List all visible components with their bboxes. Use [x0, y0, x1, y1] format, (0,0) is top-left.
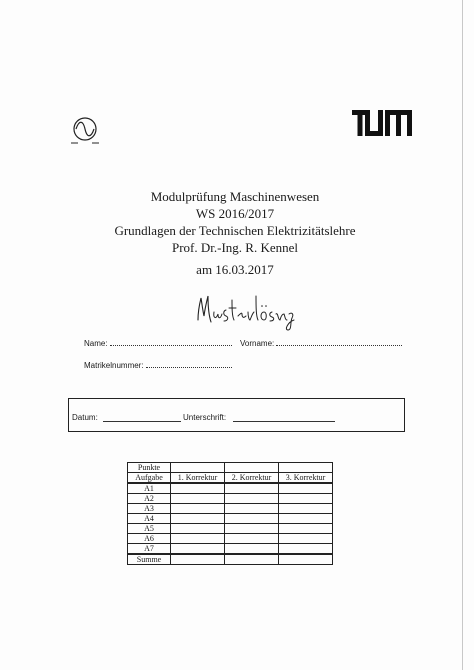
- grade-cell[interactable]: [171, 494, 225, 504]
- grade-cell[interactable]: [225, 514, 279, 524]
- grade-cell[interactable]: [171, 544, 225, 555]
- grade-cell[interactable]: [279, 514, 333, 524]
- name-field[interactable]: [84, 338, 232, 348]
- table-row: [128, 524, 333, 534]
- grade-cell[interactable]: [225, 524, 279, 534]
- grade-cell[interactable]: [171, 554, 225, 565]
- tum-logo: [352, 110, 412, 136]
- exam-date: am 16.03.2017: [196, 262, 274, 277]
- grade-cell[interactable]: [225, 534, 279, 544]
- grade-cell[interactable]: [279, 463, 333, 473]
- table-row: [128, 514, 333, 524]
- grade-cell[interactable]: [279, 504, 333, 514]
- matrikelnummer-field[interactable]: [84, 360, 232, 370]
- ac-sine-circle-icon: [68, 116, 102, 146]
- punkte-row: [128, 463, 333, 473]
- vorname-field[interactable]: [240, 338, 402, 348]
- column-header: 1. Korrektur: [171, 473, 225, 484]
- grades-table: [127, 462, 333, 565]
- task-label: A5: [128, 524, 171, 534]
- grade-cell[interactable]: [171, 524, 225, 534]
- exam-title-line-4: Prof. Dr.-Ing. R. Kennel: [171, 240, 298, 255]
- grade-cell[interactable]: [279, 483, 333, 494]
- grade-cell[interactable]: [279, 554, 333, 565]
- grade-cell[interactable]: [225, 544, 279, 555]
- signature-box: [68, 398, 405, 432]
- unterschrift-line[interactable]: [233, 421, 335, 422]
- table-row: [128, 504, 333, 514]
- exam-title-block: [60, 188, 410, 256]
- matrikelnummer-label: Matrikelnummer:: [84, 361, 144, 370]
- column-header: Aufgabe: [128, 473, 171, 484]
- task-label: A6: [128, 534, 171, 544]
- column-header: 2. Korrektur: [225, 473, 279, 484]
- vorname-label: Vorname:: [240, 339, 275, 348]
- task-label: A2: [128, 494, 171, 504]
- unterschrift-label: Unterschrift:: [183, 413, 227, 422]
- task-label: A3: [128, 504, 171, 514]
- vorname-dotted-line[interactable]: [276, 338, 402, 346]
- exam-title-line-2: WS 2016/2017: [195, 206, 275, 221]
- page-edge: [462, 0, 463, 670]
- grade-cell[interactable]: [171, 534, 225, 544]
- summe-label: Summe: [128, 554, 171, 565]
- table-row: [128, 544, 333, 555]
- punkte-label: Punkte: [128, 463, 171, 473]
- datum-line[interactable]: [103, 421, 181, 422]
- exam-title-line-1: Modulprüfung Maschinenwesen: [150, 189, 320, 204]
- grade-cell[interactable]: [225, 463, 279, 473]
- grade-cell[interactable]: [225, 483, 279, 494]
- matrikelnummer-dotted-line[interactable]: [146, 360, 232, 368]
- exam-title-line-3: Grundlagen der Technischen Elektrizitätslehre: [114, 223, 356, 238]
- grade-cell[interactable]: [171, 463, 225, 473]
- name-dotted-line[interactable]: [110, 338, 232, 346]
- grade-cell[interactable]: [171, 483, 225, 494]
- summe-row: [128, 554, 333, 565]
- grade-cell[interactable]: [279, 524, 333, 534]
- task-label: A1: [128, 483, 171, 494]
- grade-cell[interactable]: [171, 504, 225, 514]
- table-row: [128, 494, 333, 504]
- task-label: A7: [128, 544, 171, 555]
- task-label: A4: [128, 514, 171, 524]
- grade-cell[interactable]: [279, 544, 333, 555]
- grade-cell[interactable]: [171, 514, 225, 524]
- grade-cell[interactable]: [279, 494, 333, 504]
- table-row: [128, 534, 333, 544]
- handwritten-musterloesung: [192, 290, 300, 334]
- grade-cell[interactable]: [279, 534, 333, 544]
- column-header: 3. Korrektur: [279, 473, 333, 484]
- grade-cell[interactable]: [225, 504, 279, 514]
- grade-cell[interactable]: [225, 494, 279, 504]
- name-label: Name:: [84, 339, 108, 348]
- table-row: [128, 483, 333, 494]
- datum-label: Datum:: [72, 413, 98, 422]
- grade-cell[interactable]: [225, 554, 279, 565]
- table-header-row: [128, 473, 333, 484]
